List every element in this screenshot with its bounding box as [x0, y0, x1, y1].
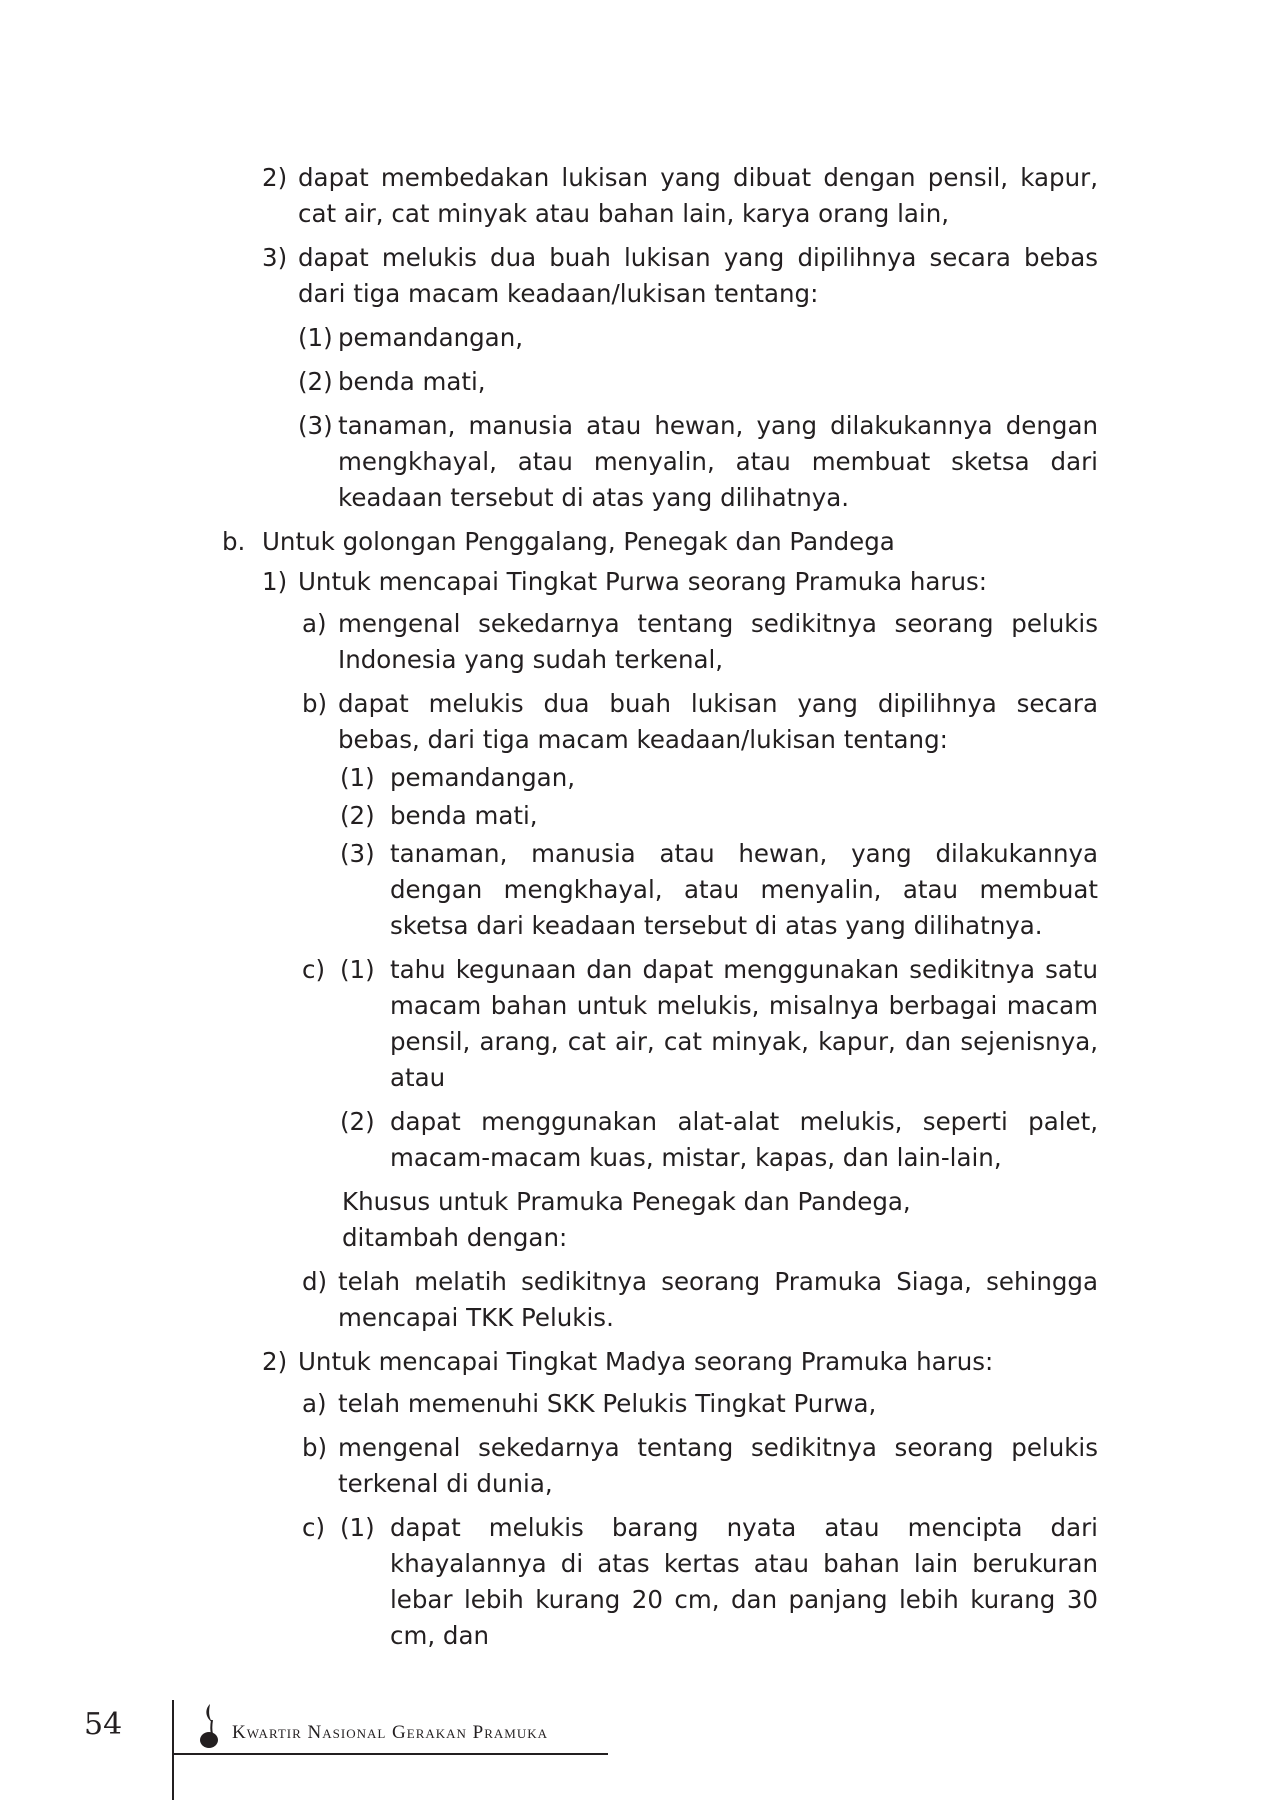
item-text: dapat membedakan lukisan yang dibuat dengan pensil, kapur, cat air, cat minyak atau bahan lain, karya orang lain, [298, 163, 1098, 228]
item-marker: b) [302, 689, 328, 718]
item-marker: (1) [298, 323, 333, 352]
item-text: telah memenuhi SKK Pelukis Tingkat Purwa, [338, 1389, 877, 1418]
list-item [0, 1510, 1269, 1654]
item-text: pemandangan, [338, 323, 524, 352]
list-item [0, 1104, 1269, 1176]
list-item [0, 760, 1269, 796]
list-item [0, 1430, 1269, 1502]
item-text: pemandangan, [390, 763, 576, 792]
item-marker: a) [302, 1389, 327, 1418]
item-marker: (2) [340, 801, 375, 830]
organization-name: Kwartir Nasional Gerakan Pramuka [232, 1722, 549, 1743]
page-number: 54 [84, 1707, 123, 1742]
item-marker: (2) [298, 367, 333, 396]
item-marker: c) [302, 955, 326, 984]
list-item [0, 160, 1269, 232]
list-item [0, 952, 1269, 1096]
item-text: tahu kegunaan dan dapat menggunakan sedikitnya satu macam bahan untuk melukis, misalnya berbagai macam pensil, arang, cat air, cat minyak, kapur, dan sejenisnya, atau [390, 955, 1098, 1092]
list-item [0, 686, 1269, 758]
item-marker: 2) [262, 1347, 288, 1376]
item-text: tanaman, manusia atau hewan, yang dilakukannya dengan mengkhayal, atau menyalin, atau membuat sketsa dari keadaan tersebut di atas yang dilihatnya. [390, 839, 1098, 940]
item-marker: b. [222, 527, 246, 556]
item-submarker: (1) [340, 1513, 375, 1542]
tunas-kelapa-icon [196, 1702, 226, 1754]
item-marker: (3) [298, 411, 333, 440]
footer-divider-horizontal [172, 1753, 608, 1755]
list-item [0, 320, 1269, 356]
item-text: mengenal sekedarnya tentang sedikitnya seorang pelukis Indonesia yang sudah terkenal, [338, 609, 1098, 674]
list-item [0, 240, 1269, 312]
item-marker: (2) [340, 1107, 375, 1136]
note-paragraph [0, 1184, 1269, 1256]
page-body [0, 160, 1269, 1654]
item-text: dapat menggunakan alat-alat melukis, seperti palet, macam-macam kuas, mistar, kapas, dan lain-lain, [390, 1107, 1098, 1172]
item-marker: 3) [262, 243, 288, 272]
list-item [0, 1344, 1269, 1380]
item-text: tanaman, manusia atau hewan, yang dilakukannya dengan mengkhayal, atau menyalin, atau membuat sketsa dari keadaan tersebut di atas yang dilihatnya. [338, 411, 1098, 512]
item-marker: a) [302, 609, 327, 638]
item-text: telah melatih sedikitnya seorang Pramuka Siaga, sehingga mencapai TKK Pelukis. [338, 1267, 1098, 1332]
item-submarker: (1) [340, 955, 375, 984]
list-item [0, 564, 1269, 600]
list-item [0, 408, 1269, 516]
note-text: Khusus untuk Pramuka Penegak dan Pandega, ditambah dengan: [342, 1187, 911, 1252]
item-marker: b) [302, 1433, 328, 1462]
footer-divider-vertical [172, 1700, 174, 1800]
item-marker: d) [302, 1267, 328, 1296]
list-item [0, 836, 1269, 944]
item-marker: c) [302, 1513, 326, 1542]
item-text: mengenal sekedarnya tentang sedikitnya seorang pelukis terkenal di dunia, [338, 1433, 1098, 1498]
list-item [0, 364, 1269, 400]
list-item [0, 1264, 1269, 1336]
item-marker: (1) [340, 763, 375, 792]
item-text: Untuk golongan Penggalang, Penegak dan Pandega [262, 527, 895, 556]
list-item [0, 798, 1269, 834]
list-item [0, 1386, 1269, 1422]
item-text: Untuk mencapai Tingkat Purwa seorang Pramuka harus: [298, 567, 988, 596]
list-item [0, 606, 1269, 678]
item-text: Untuk mencapai Tingkat Madya seorang Pramuka harus: [298, 1347, 994, 1376]
section-heading [0, 524, 1269, 560]
item-text: benda mati, [390, 801, 538, 830]
item-text: dapat melukis dua buah lukisan yang dipilihnya secara bebas, dari tiga macam keadaan/lukisan tentang: [338, 689, 1098, 754]
item-marker: (3) [340, 839, 375, 868]
item-marker: 1) [262, 567, 288, 596]
item-text: benda mati, [338, 367, 486, 396]
item-marker: 2) [262, 163, 288, 192]
item-text: dapat melukis barang nyata atau mencipta dari khayalannya di atas kertas atau bahan lain berukuran lebar lebih kurang 20 cm, dan panjang lebih kurang 30 cm, dan [390, 1513, 1098, 1650]
item-text: dapat melukis dua buah lukisan yang dipilihnya secara bebas dari tiga macam keadaan/lukisan tentang: [298, 243, 1098, 308]
